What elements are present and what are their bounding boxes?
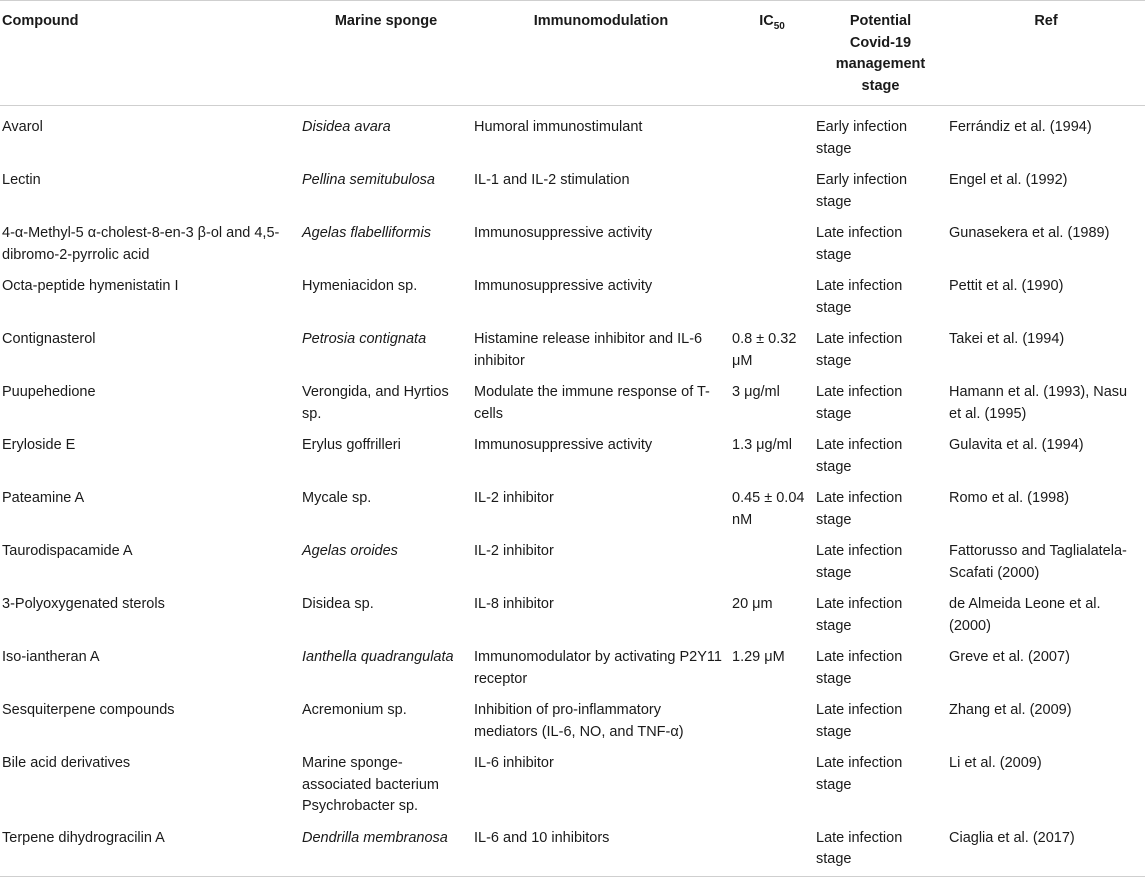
cell-immunomodulation: Histamine release inhibitor and IL-6 inhibitor: [474, 331, 703, 369]
cell-immunomodulation: IL-6 and 10 inhibitors: [472, 818, 730, 877]
header-covid-stage: Potential Covid-19 management stage: [814, 1, 947, 106]
cell-ic50: [730, 743, 814, 818]
cell-ref: Li et al. (2009): [949, 755, 1042, 771]
table-row: [0, 531, 1145, 584]
cell-ref: Takei et al. (1994): [949, 331, 1065, 347]
cell-ic50: [730, 160, 814, 213]
cell-covid-stage: Late infection stage: [814, 818, 947, 877]
cell-compound: Bile acid derivatives: [2, 755, 131, 771]
cell-ref: de Almeida Leone et al. (2000): [949, 596, 1101, 634]
cell-marine-sponge: Erylus goffrilleri: [302, 437, 401, 453]
cell-immunomodulation: IL-8 inhibitor: [474, 596, 554, 612]
cell-ref: Fattorusso and Taglialatela-Scafati (2000): [949, 543, 1127, 581]
cell-covid-stage: Late infection stage: [816, 437, 903, 475]
cell-compound: Sesquiterpene compounds: [2, 702, 175, 718]
header-compound: Compound: [0, 1, 300, 106]
cell-ref: Ferrándiz et al. (1994): [949, 119, 1092, 135]
cell-compound: Contignasterol: [2, 331, 96, 347]
cell-ic50: [730, 690, 814, 743]
cell-immunomodulation: Humoral immunostimulant: [474, 119, 643, 135]
cell-covid-stage: Late infection stage: [816, 755, 903, 793]
cell-ref: Greve et al. (2007): [949, 649, 1070, 665]
cell-marine-sponge: Petrosia contignata: [302, 331, 427, 347]
header-ic50-main: IC: [759, 13, 774, 29]
cell-marine-sponge: Acremonium sp.: [302, 702, 407, 718]
table-row: [0, 425, 1145, 478]
cell-marine-sponge: Agelas flabelliformis: [302, 225, 431, 241]
header-immunomodulation: Immunomodulation: [472, 1, 730, 106]
header-ic50: [730, 1, 814, 106]
table-row: [0, 818, 1145, 877]
table-body: [0, 106, 1145, 877]
cell-marine-sponge: Agelas oroides: [302, 543, 398, 559]
cell-ref: Gulavita et al. (1994): [949, 437, 1084, 453]
cell-ic50: [730, 531, 814, 584]
cell-covid-stage: Late infection stage: [816, 490, 903, 528]
cell-ref: Gunasekera et al. (1989): [949, 225, 1110, 241]
cell-compound: 4-α-Methyl-5 α-cholest-8-en-3 β-ol and 4,5-dibromo-2-pyrrolic acid: [2, 225, 280, 263]
cell-compound: Octa-peptide hymenistatin I: [2, 278, 179, 294]
cell-immunomodulation: IL-2 inhibitor: [474, 543, 554, 559]
table-row: [0, 160, 1145, 213]
cell-immunomodulation: IL-1 and IL-2 stimulation: [474, 172, 630, 188]
header-ref: Ref: [947, 1, 1145, 106]
table-row: [0, 319, 1145, 372]
cell-compound: Iso-iantheran A: [2, 649, 100, 665]
cell-immunomodulation: Modulate the immune response of T-cells: [474, 384, 710, 422]
table-row: [0, 213, 1145, 266]
cell-compound: Lectin: [2, 172, 41, 188]
table-row: [0, 372, 1145, 425]
cell-ic50: [730, 818, 814, 877]
table-row: [0, 584, 1145, 637]
table-header: [0, 1, 1145, 106]
cell-ref: Ciaglia et al. (2017): [947, 818, 1145, 877]
cell-marine-sponge: Pellina semitubulosa: [302, 172, 435, 188]
cell-compound: Terpene dihydrogracilin A: [0, 818, 300, 877]
cell-immunomodulation: Immunomodulator by activating P2Y11 receptor: [474, 649, 722, 687]
cell-ic50: [730, 106, 814, 161]
cell-ic50: [730, 213, 814, 266]
cell-marine-sponge: Hymeniacidon sp.: [302, 278, 418, 294]
cell-ic50: [730, 266, 814, 319]
cell-ref: Romo et al. (1998): [949, 490, 1070, 506]
cell-immunomodulation: Inhibition of pro-inflammatory mediators (IL-6, NO, and TNF-α): [474, 702, 684, 740]
cell-marine-sponge: Marine sponge-associated bacterium Psychrobacter sp.: [302, 755, 440, 814]
table-row: [0, 637, 1145, 690]
cell-compound: Pateamine A: [2, 490, 85, 506]
cell-compound: 3-Polyoxygenated sterols: [2, 596, 165, 612]
cell-covid-stage: Early infection stage: [816, 172, 908, 210]
cell-marine-sponge: Ianthella quadrangulata: [302, 649, 454, 665]
cell-covid-stage: Late infection stage: [816, 384, 903, 422]
cell-ic50: 1.3 μg/ml: [732, 437, 792, 453]
cell-covid-stage: Late infection stage: [816, 278, 903, 316]
cell-marine-sponge: Dendrilla membranosa: [300, 818, 472, 877]
cell-covid-stage: Early infection stage: [816, 119, 908, 157]
cell-ic50: 3 μg/ml: [732, 384, 780, 400]
cell-compound: Puupehedione: [2, 384, 96, 400]
cell-covid-stage: Late infection stage: [816, 225, 903, 263]
cell-marine-sponge: Verongida, and Hyrtios sp.: [302, 384, 449, 422]
header-row: [0, 1, 1145, 106]
cell-ic50: 1.29 μM: [732, 649, 785, 665]
table-row: [0, 743, 1145, 818]
cell-compound: Avarol: [2, 119, 43, 135]
table-row: [0, 106, 1145, 161]
cell-marine-sponge: Mycale sp.: [302, 490, 372, 506]
cell-immunomodulation: Immunosuppressive activity: [474, 437, 653, 453]
cell-ic50: 0.8 ± 0.32 μM: [732, 331, 797, 369]
cell-covid-stage: Late infection stage: [816, 702, 903, 740]
cell-ic50: 0.45 ± 0.04 nM: [732, 490, 805, 528]
cell-immunomodulation: Immunosuppressive activity: [474, 225, 653, 241]
table-row: [0, 690, 1145, 743]
cell-immunomodulation: IL-2 inhibitor: [474, 490, 554, 506]
cell-ref: Zhang et al. (2009): [949, 702, 1072, 718]
cell-compound: Eryloside E: [2, 437, 76, 453]
header-ic50-sub: 50: [773, 20, 785, 32]
cell-compound: Taurodispacamide A: [2, 543, 133, 559]
header-marine-sponge: Marine sponge: [300, 1, 472, 106]
cell-covid-stage: Late infection stage: [816, 649, 903, 687]
cell-marine-sponge: Disidea avara: [302, 119, 391, 135]
table-row: [0, 266, 1145, 319]
cell-covid-stage: Late infection stage: [816, 596, 903, 634]
cell-immunomodulation: IL-6 inhibitor: [474, 755, 554, 771]
cell-marine-sponge: Disidea sp.: [302, 596, 374, 612]
cell-covid-stage: Late infection stage: [816, 543, 903, 581]
cell-ref: Engel et al. (1992): [949, 172, 1068, 188]
cell-immunomodulation: Immunosuppressive activity: [474, 278, 653, 294]
cell-ic50: 20 μm: [732, 596, 773, 612]
cell-covid-stage: Late infection stage: [816, 331, 903, 369]
cell-ref: Hamann et al. (1993), Nasu et al. (1995): [949, 384, 1128, 422]
cell-ref: Pettit et al. (1990): [949, 278, 1064, 294]
table-row: [0, 478, 1145, 531]
